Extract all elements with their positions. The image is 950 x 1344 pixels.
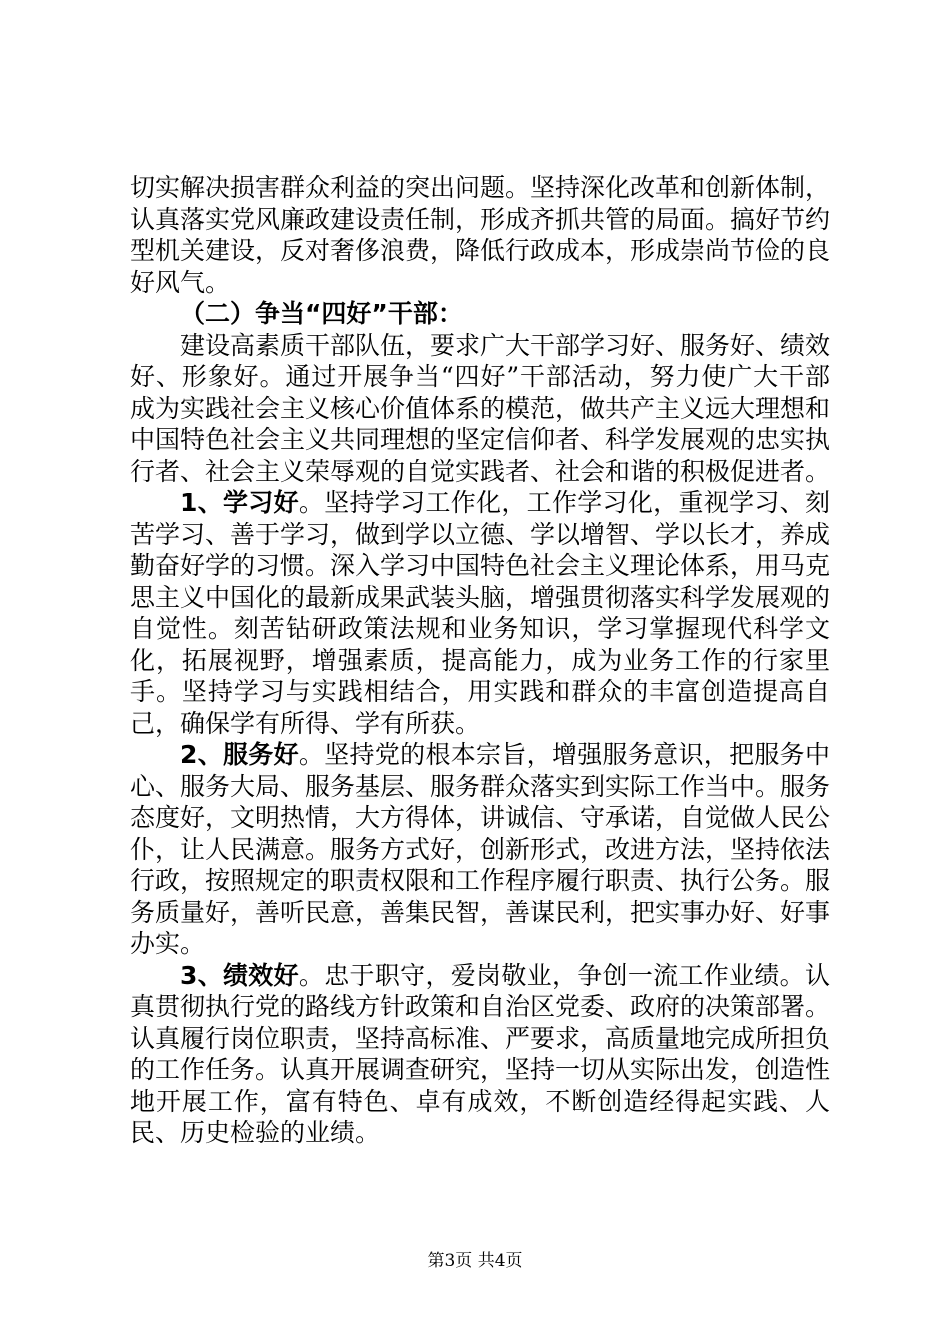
page-number-footer: 第3页 共4页 [427, 1251, 523, 1271]
section-heading: （二）争当“四好”干部： [180, 299, 463, 328]
item-performance-paragraph [130, 960, 830, 1149]
item-study-paragraph [130, 487, 830, 739]
document-body [130, 172, 830, 1149]
intro-paragraph: 切实解决损害群众利益的突出问题。坚持深化改革和创新体制，认真落实党风廉政建设责任制，形成齐抓共管的局面。搞好节约型机关建设，反对奢侈浪费，降低行政成本，形成崇尚节俭的良好风气。 [130, 173, 831, 297]
item-text: 。坚持党的根本宗旨，增强服务意识，把服务中心、服务大局、服务基层、服务群众落实到实际工作当中。服务态度好，文明热情，大方得体，讲诚信、守承诺，自觉做人民公仆，让人民满意。服务方式好，创新形式，改进方法，坚持依法行政，按照规定的职责权限和工作程序履行职责、执行公务。服务质量好，善听民意，善集民智，善谋民利，把实事办好、好事办实。 [130, 740, 831, 958]
item-lead: 2、服务好 [180, 740, 299, 769]
item-text: 。坚持学习工作化，工作学习化，重视学习、刻苦学习、善于学习，做到学以立德、学以增智、学以长才，养成勤奋好学的习惯。深入学习中国特色社会主义理论体系，用马克思主义中国化的最新成果武装头脑，增强贯彻落实科学发展观的自觉性。刻苦钻研政策法规和业务知识，学习掌握现代科学文化，拓展视野，增强素质，提高能力，成为业务工作的行家里手。坚持学习与实践相结合，用实践和群众的丰富创造提高自己，确保学有所得、学有所获。 [130, 488, 831, 738]
item-text: 。忠于职守，爱岗敬业，争创一流工作业绩。认真贯彻执行党的路线方针政策和自治区党委、政府的决策部署。认真履行岗位职责，坚持高标准、严要求，高质量地完成所担负的工作任务。认真开展调查研究，坚持一切从实际出发，创造性地开展工作，富有特色、卓有成效，不断创造经得起实践、人民、历史检验的业绩。 [130, 960, 831, 1147]
item-service-paragraph [130, 739, 830, 960]
item-lead: 1、学习好 [180, 488, 299, 517]
item-lead: 3、绩效好 [180, 960, 299, 990]
section-intro-paragraph: 建设高素质干部队伍，要求广大干部学习好、服务好、绩效好、形象好。通过开展争当“四好”干部活动，努力使广大干部成为实践社会主义核心价值体系的模范，做共产主义远大理想和中国特色社会主义共同理想的坚定信仰者、科学发展观的忠实执行者、社会主义荣辱观的自觉实践者、社会和谐的积极促进者。 [130, 330, 831, 486]
